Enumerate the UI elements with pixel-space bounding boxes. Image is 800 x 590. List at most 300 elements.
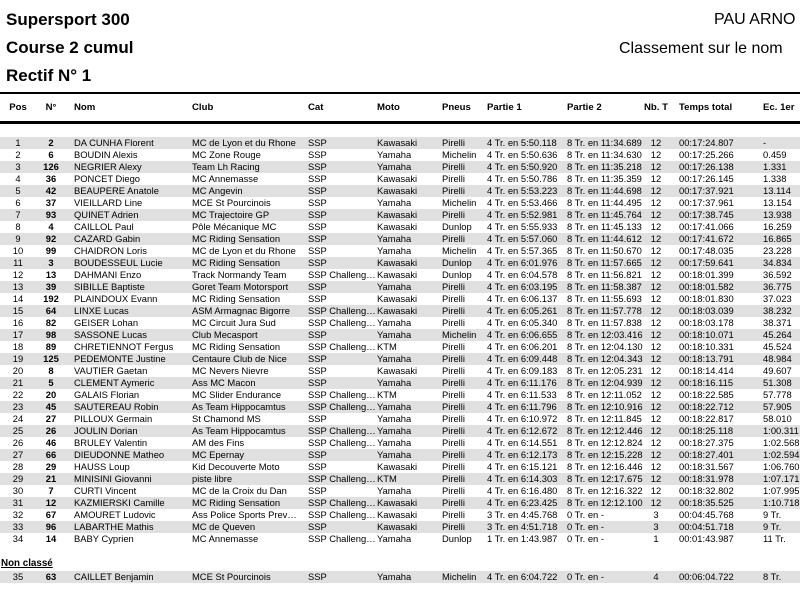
- cell-partie2: 8 Tr. en 11:57.665: [559, 257, 641, 269]
- cell-num: 39: [36, 281, 66, 293]
- cell-pos: 14: [12, 293, 24, 304]
- cell-club: MC Riding Sensation: [192, 293, 281, 304]
- cell-nom: QUINET Adrien: [66, 209, 184, 221]
- cell-ec: 9 Tr.: [763, 509, 782, 520]
- cell-nbt: 12: [650, 197, 662, 208]
- cell-pos: 28: [12, 461, 24, 472]
- cell-nbt: 12: [641, 161, 671, 173]
- cell-cat: SSP: [300, 521, 369, 533]
- cell-nbt: 12: [650, 245, 662, 256]
- event-name: PAU ARNO: [714, 11, 796, 28]
- cell-num: 4: [48, 221, 54, 232]
- cell-ec: 1:06.760: [763, 461, 800, 472]
- cell-nbt: 12: [650, 221, 662, 232]
- cell-pos: 5: [0, 185, 36, 197]
- cell-ec: 0.459: [763, 149, 787, 160]
- results-table: [0, 92, 800, 583]
- cell-nbt: 12: [641, 497, 671, 509]
- cell-nom: JOULIN Dorian: [66, 425, 184, 437]
- cell-partie2: 8 Tr. en 12:04.130: [567, 341, 643, 352]
- cell-num: 12: [36, 497, 66, 509]
- cell-cat: SSP: [300, 571, 369, 583]
- cell-club: Ass MC Macon: [184, 377, 300, 389]
- cell-nbt: 12: [650, 293, 662, 304]
- cell-partie1: 4 Tr. en 6:11.176: [479, 377, 559, 389]
- cell-partie2: 8 Tr. en 12:03.416: [559, 329, 641, 341]
- cell-pos: 24: [12, 413, 24, 424]
- cell-moto: Kawasaki: [369, 257, 434, 269]
- cell-ec: 23.228: [763, 245, 792, 256]
- cell-partie2: 8 Tr. en 12:11.845: [567, 413, 642, 424]
- cell-temps: 00:18:03.039: [671, 305, 755, 317]
- cell-partie1: 4 Tr. en 6:11.796: [479, 401, 559, 413]
- cell-nbt: 12: [641, 425, 671, 437]
- cell-ec: 1.338: [763, 173, 787, 184]
- cell-partie1: 4 Tr. en 5:50.118: [479, 137, 559, 149]
- result-row: [0, 437, 800, 449]
- cell-pneus: Pirelli: [434, 353, 479, 365]
- cell-nom: GALAIS Florian: [74, 389, 140, 400]
- cell-num: 82: [45, 317, 57, 328]
- cell-ec: 58.010: [763, 413, 792, 424]
- cell-pneus: Pirelli: [434, 425, 479, 437]
- cell-nbt: 12: [641, 185, 671, 197]
- cell-partie1: 4 Tr. en 6:05.261: [479, 305, 559, 317]
- cell-ec: 9 Tr.: [755, 521, 800, 533]
- cell-club: MC Circuit Jura Sud: [192, 317, 276, 328]
- cell-temps: 00:17:37.921: [671, 185, 755, 197]
- cell-partie2: 8 Tr. en 11:44.495: [567, 197, 642, 208]
- cell-club: Track Normandy Team: [192, 269, 287, 280]
- cell-pos: 20: [12, 365, 24, 376]
- cell-pneus: Pirelli: [442, 341, 465, 352]
- cell-partie1: 4 Tr. en 6:01.976: [479, 257, 559, 269]
- result-row: [0, 425, 800, 437]
- cell-cat: SSP: [300, 353, 369, 365]
- cell-nom: AMOURET Ludovic: [74, 509, 156, 520]
- cell-pneus: Pirelli: [442, 173, 465, 184]
- cell-pneus: Pirelli: [434, 233, 479, 245]
- cell-temps: 00:17:37.961: [679, 197, 734, 208]
- cell-ec: 11 Tr.: [763, 533, 786, 544]
- cell-ec: 1:10.718: [755, 497, 800, 509]
- cell-pneus: Pirelli: [434, 473, 479, 485]
- cell-temps: 00:04:45.768: [679, 509, 734, 520]
- cell-cat: SSP Challeng…: [308, 317, 376, 328]
- cell-partie1: 4 Tr. en 6:05.340: [487, 317, 558, 328]
- result-row: [0, 233, 800, 245]
- cell-nom: CURTI Vincent: [74, 485, 137, 496]
- result-row: [0, 521, 800, 533]
- cell-pneus: Dunlop: [434, 257, 479, 269]
- cell-temps: 00:18:27.375: [679, 437, 734, 448]
- cell-moto: Kawasaki: [369, 305, 434, 317]
- cell-num: 42: [36, 185, 66, 197]
- cell-pneus: Pirelli: [434, 209, 479, 221]
- cell-club: MC de Lyon et du Rhone: [184, 137, 300, 149]
- cell-partie2: 8 Tr. en 12:11.052: [567, 389, 642, 400]
- cell-nbt: 12: [641, 353, 671, 365]
- cell-partie1: 3 Tr. en 4:45.768: [487, 509, 558, 520]
- cell-cat: SSP Challeng…: [300, 473, 369, 485]
- cell-moto: Yamaha: [377, 245, 412, 256]
- cell-temps: 00:17:38.745: [671, 209, 755, 221]
- cell-pos: 11: [0, 257, 36, 269]
- result-row: [0, 269, 800, 281]
- cell-ec: 38.371: [763, 317, 792, 328]
- cell-pneus: Dunlop: [442, 533, 472, 544]
- cell-club: Team Lh Racing: [184, 161, 300, 173]
- cell-club: Pôle Mécanique MC: [192, 221, 277, 232]
- cell-moto: Kawasaki: [369, 209, 434, 221]
- cell-pneus: Michelin: [434, 571, 479, 583]
- classement-subtitle: Classement sur le nom: [619, 40, 783, 57]
- cell-temps: 00:18:25.118: [671, 425, 755, 437]
- cell-partie1: 4 Tr. en 6:14.551: [487, 437, 558, 448]
- cell-num: 96: [36, 521, 66, 533]
- cell-pos: 26: [12, 437, 24, 448]
- cell-nbt: 12: [650, 437, 662, 448]
- cell-partie1: 1 Tr. en 1:43.987: [487, 533, 558, 544]
- cell-temps: 00:18:10.331: [679, 341, 734, 352]
- cell-pos: 8: [15, 221, 21, 232]
- cell-temps: 00:01:43.987: [679, 533, 734, 544]
- cell-pneus: Pirelli: [442, 317, 465, 328]
- cell-cat: SSP: [308, 293, 327, 304]
- result-row: [0, 571, 800, 583]
- cell-partie2: 8 Tr. en 12:15.228: [559, 449, 641, 461]
- cell-cat: SSP: [300, 377, 369, 389]
- cell-nom: BABY Cyprien: [74, 533, 134, 544]
- cell-num: 26: [36, 425, 66, 437]
- cell-nbt: 12: [641, 377, 671, 389]
- cell-partie1: 4 Tr. en 6:16.480: [487, 485, 558, 496]
- cell-ec: 34.834: [755, 257, 800, 269]
- cell-club: MC de Queven: [184, 521, 300, 533]
- cell-pneus: Pirelli: [442, 461, 465, 472]
- cell-pos: 2: [15, 149, 21, 160]
- cell-ec: -: [755, 137, 800, 149]
- cell-moto: Kawasaki: [377, 221, 418, 232]
- cell-club: Club Mecasport: [184, 329, 300, 341]
- cell-num: 125: [36, 353, 66, 365]
- cell-pneus: Pirelli: [442, 293, 465, 304]
- column-header-nom: Nom: [66, 93, 184, 123]
- cell-nom: CHAIDRON Loris: [74, 245, 147, 256]
- cell-cat: SSP Challeng…: [300, 305, 369, 317]
- cell-ec: 49.607: [763, 365, 792, 376]
- cell-moto: KTM: [369, 473, 434, 485]
- cell-num: 8: [48, 365, 54, 376]
- page-title-category: Supersport 300: [6, 10, 130, 29]
- spacer-row: [0, 123, 800, 138]
- cell-ec: 8 Tr.: [755, 571, 800, 583]
- cell-num: 64: [36, 305, 66, 317]
- cell-partie2: 8 Tr. en 11:50.670: [567, 245, 642, 256]
- cell-pos: 13: [0, 281, 36, 293]
- cell-nbt: 12: [650, 365, 662, 376]
- cell-moto: Yamaha: [369, 425, 434, 437]
- cell-partie2: 0 Tr. en -: [567, 509, 604, 520]
- cell-pos: 33: [0, 521, 36, 533]
- cell-num: 27: [45, 413, 57, 424]
- cell-club: St Chamond MS: [192, 413, 261, 424]
- cell-num: 63: [36, 571, 66, 583]
- cell-nom: PEDEMONTE Justine: [66, 353, 184, 365]
- cell-pneus: Pirelli: [434, 137, 479, 149]
- cell-nbt: 12: [641, 209, 671, 221]
- cell-num: 13: [45, 269, 57, 280]
- column-header-temps: Temps total: [671, 93, 755, 123]
- cell-pneus: Pirelli: [442, 365, 465, 376]
- cell-ec: 48.984: [755, 353, 800, 365]
- cell-temps: 00:18:01.830: [679, 293, 734, 304]
- cell-club: piste libre: [184, 473, 300, 485]
- cell-pos: 12: [12, 269, 24, 280]
- result-row: [0, 185, 800, 197]
- result-row: [0, 401, 800, 413]
- cell-pos: 35: [0, 571, 36, 583]
- cell-pos: 19: [0, 353, 36, 365]
- cell-partie1: 4 Tr. en 6:23.425: [479, 497, 559, 509]
- cell-cat: SSP: [300, 281, 369, 293]
- cell-partie2: 8 Tr. en 11:44.612: [559, 233, 641, 245]
- cell-partie1: 3 Tr. en 4:51.718: [479, 521, 559, 533]
- cell-partie2: 8 Tr. en 12:12.824: [567, 437, 643, 448]
- cell-partie1: 4 Tr. en 5:53.223: [479, 185, 559, 197]
- cell-club: As Team Hippocamtus: [184, 425, 300, 437]
- result-row: [0, 197, 800, 209]
- cell-nom: PLAINDOUX Evann: [74, 293, 158, 304]
- table-header-row: [0, 93, 800, 123]
- cell-pos: 29: [0, 473, 36, 485]
- result-row: [0, 209, 800, 221]
- cell-moto: Kawasaki: [377, 269, 418, 280]
- cell-nom: SAUTEREAU Robin: [66, 401, 184, 413]
- cell-partie1: 4 Tr. en 6:14.303: [479, 473, 559, 485]
- cell-nom: GEISER Lohan: [74, 317, 139, 328]
- cell-pneus: Pirelli: [434, 161, 479, 173]
- cell-cat: SSP: [308, 365, 327, 376]
- cell-temps: 00:18:22.817: [679, 413, 734, 424]
- cell-num: 98: [36, 329, 66, 341]
- cell-moto: Yamaha: [369, 401, 434, 413]
- cell-partie1: 4 Tr. en 6:09.448: [479, 353, 559, 365]
- cell-nom: LABARTHE Mathis: [66, 521, 184, 533]
- cell-num: 29: [45, 461, 57, 472]
- column-header-partie1: Partie 1: [479, 93, 559, 123]
- cell-ec: 36.592: [763, 269, 792, 280]
- result-row: [0, 365, 800, 377]
- cell-club: Ass Police Sports Prev…: [192, 509, 297, 520]
- cell-partie1: 4 Tr. en 6:12.672: [479, 425, 559, 437]
- cell-nom: SIBILLE Baptiste: [66, 281, 184, 293]
- cell-pos: 6: [15, 197, 21, 208]
- cell-club: MC Trajectoire GP: [184, 209, 300, 221]
- cell-cat: SSP: [308, 461, 327, 472]
- result-row: [0, 317, 800, 329]
- cell-club: MC Nevers Nievre: [192, 365, 269, 376]
- cell-num: 93: [36, 209, 66, 221]
- cell-nom: CAZARD Gabin: [66, 233, 184, 245]
- cell-nbt: 3: [641, 521, 671, 533]
- cell-partie2: 8 Tr. en 12:04.343: [559, 353, 641, 365]
- cell-partie2: 8 Tr. en 11:45.764: [559, 209, 641, 221]
- cell-moto: Kawasaki: [377, 365, 418, 376]
- cell-moto: KTM: [377, 341, 397, 352]
- cell-partie1: 4 Tr. en 6:11.533: [487, 389, 557, 400]
- cell-moto: Kawasaki: [369, 137, 434, 149]
- cell-temps: 00:18:01.582: [671, 281, 755, 293]
- cell-club: MC Angevin: [184, 185, 300, 197]
- cell-cat: SSP Challeng…: [308, 533, 376, 544]
- cell-nbt: 12: [650, 389, 662, 400]
- cell-moto: Yamaha: [369, 161, 434, 173]
- cell-nom: BOUDESSEUL Lucie: [66, 257, 184, 269]
- cell-pos: 1: [0, 137, 36, 149]
- cell-partie1: 4 Tr. en 6:04.578: [487, 269, 558, 280]
- cell-num: 5: [36, 377, 66, 389]
- cell-club: As Team Hippocamtus: [184, 401, 300, 413]
- cell-moto: KTM: [377, 389, 397, 400]
- cell-partie2: 0 Tr. en -: [567, 533, 604, 544]
- cell-moto: Yamaha: [377, 437, 412, 448]
- cell-moto: Kawasaki: [369, 521, 434, 533]
- cell-pos: 4: [15, 173, 21, 184]
- cell-nom: HAUSS Loup: [74, 461, 130, 472]
- cell-ec: 13.938: [755, 209, 800, 221]
- cell-temps: 00:18:10.071: [671, 329, 755, 341]
- cell-num: 192: [43, 293, 59, 304]
- cell-pneus: Pirelli: [434, 305, 479, 317]
- cell-pneus: Dunlop: [442, 221, 472, 232]
- cell-num: 37: [45, 197, 57, 208]
- cell-moto: Yamaha: [377, 197, 412, 208]
- cell-pos: 31: [0, 497, 36, 509]
- cell-club: Centaure Club de Nice: [184, 353, 300, 365]
- cell-temps: 00:17:41.672: [671, 233, 755, 245]
- cell-pos: 34: [12, 533, 24, 544]
- cell-partie2: 8 Tr. en 12:04.939: [559, 377, 641, 389]
- cell-nom: LINXE Lucas: [66, 305, 184, 317]
- cell-cat: SSP Challeng…: [308, 341, 376, 352]
- cell-moto: Yamaha: [377, 485, 412, 496]
- cell-club: MC Riding Sensation: [184, 497, 300, 509]
- cell-pos: 16: [12, 317, 24, 328]
- column-header-pneus: Pneus: [434, 93, 479, 123]
- cell-club: AM des Fins: [192, 437, 245, 448]
- cell-moto: Yamaha: [377, 149, 412, 160]
- cell-nom: BRULEY Valentin: [74, 437, 148, 448]
- cell-partie1: 4 Tr. en 6:15.121: [487, 461, 558, 472]
- cell-partie2: 8 Tr. en 12:05.231: [567, 365, 643, 376]
- cell-ec: 45.264: [755, 329, 800, 341]
- cell-temps: 00:04:51.718: [671, 521, 755, 533]
- cell-partie1: 4 Tr. en 5:55.933: [487, 221, 558, 232]
- result-row: [0, 329, 800, 341]
- cell-ec: 38.232: [755, 305, 800, 317]
- cell-cat: SSP Challeng…: [308, 437, 376, 448]
- result-row: [0, 293, 800, 305]
- cell-cat: SSP: [308, 221, 327, 232]
- cell-nbt: 12: [641, 137, 671, 149]
- cell-cat: SSP: [308, 197, 327, 208]
- cell-pos: 10: [12, 245, 24, 256]
- cell-partie1: 4 Tr. en 6:09.183: [487, 365, 558, 376]
- cell-nbt: 12: [641, 233, 671, 245]
- cell-num: 7: [48, 485, 54, 496]
- cell-temps: 00:18:35.525: [671, 497, 755, 509]
- result-row: [0, 533, 800, 545]
- cell-partie2: 8 Tr. en 11:35.218: [559, 161, 641, 173]
- cell-nbt: 12: [650, 173, 662, 184]
- cell-partie1: 4 Tr. en 5:57.365: [487, 245, 558, 256]
- column-header-ec: Ec. 1er: [755, 93, 800, 123]
- cell-nbt: 4: [641, 571, 671, 583]
- result-row: [0, 221, 800, 233]
- cell-temps: 00:17:41.066: [679, 221, 734, 232]
- cell-nbt: 12: [650, 149, 662, 160]
- cell-moto: Yamaha: [369, 449, 434, 461]
- cell-moto: Yamaha: [369, 329, 434, 341]
- cell-num: 126: [36, 161, 66, 173]
- cell-ec: 1:02.594: [755, 449, 800, 461]
- cell-nom: CLEMENT Aymeric: [66, 377, 184, 389]
- cell-num: 99: [45, 245, 57, 256]
- cell-num: 6: [48, 149, 54, 160]
- cell-partie1: 4 Tr. en 5:53.466: [487, 197, 558, 208]
- cell-club: MC Epernay: [184, 449, 300, 461]
- cell-club: Goret Team Motorsport: [184, 281, 300, 293]
- cell-partie1: 4 Tr. en 5:50.786: [487, 173, 558, 184]
- cell-club: MC Annemasse: [192, 173, 259, 184]
- cell-nom: CAILLET Benjamin: [66, 571, 184, 583]
- result-row: [0, 449, 800, 461]
- cell-ec: 57.778: [763, 389, 792, 400]
- cell-nom: PILLOUX Germain: [74, 413, 153, 424]
- cell-pneus: Pirelli: [434, 449, 479, 461]
- cell-club: ASM Armagnac Bigorre: [184, 305, 300, 317]
- cell-partie1: 4 Tr. en 6:10.972: [487, 413, 558, 424]
- cell-cat: SSP Challeng…: [300, 497, 369, 509]
- cell-club: MC Zone Rouge: [192, 149, 261, 160]
- cell-club: MC Riding Sensation: [184, 257, 300, 269]
- cell-club: MC Riding Sensation: [192, 341, 281, 352]
- cell-ec: 57.905: [755, 401, 800, 413]
- cell-temps: 00:18:14.414: [679, 365, 734, 376]
- result-row: [0, 341, 800, 353]
- cell-moto: Kawasaki: [369, 497, 434, 509]
- cell-moto: Yamaha: [377, 533, 412, 544]
- cell-pneus: Pirelli: [434, 401, 479, 413]
- result-row: [0, 485, 800, 497]
- cell-cat: SSP: [300, 233, 369, 245]
- cell-temps: 00:18:27.401: [671, 449, 755, 461]
- cell-partie1: 4 Tr. en 6:06.201: [487, 341, 558, 352]
- cell-cat: SSP Challeng…: [308, 389, 376, 400]
- cell-temps: 00:17:25.266: [679, 149, 734, 160]
- cell-cat: SSP Challeng…: [300, 425, 369, 437]
- cell-temps: 00:17:48.035: [679, 245, 734, 256]
- cell-ec: 13.114: [755, 185, 800, 197]
- result-row: [0, 413, 800, 425]
- cell-moto: Kawasaki: [377, 509, 418, 520]
- cell-club: MC de la Croix du Dan: [192, 485, 287, 496]
- cell-temps: 00:18:31.567: [679, 461, 734, 472]
- cell-cat: SSP: [300, 449, 369, 461]
- cell-pos: 17: [0, 329, 36, 341]
- cell-moto: Yamaha: [369, 353, 434, 365]
